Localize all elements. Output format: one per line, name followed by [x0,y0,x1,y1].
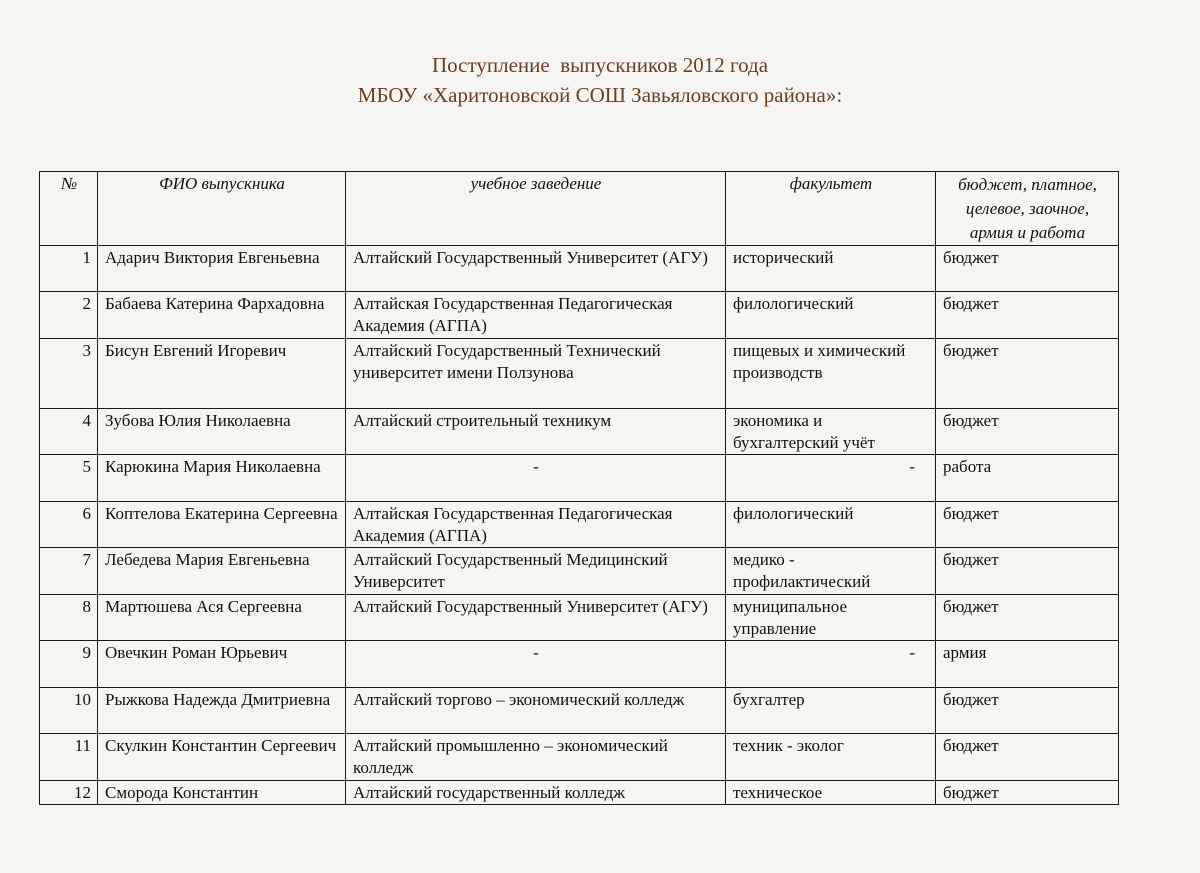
row-num: 2 [40,292,98,339]
row-institution: Алтайская Государственная Педагогическая Академия (АГПА) [346,292,726,339]
row-num: 4 [40,409,98,455]
table-row [40,455,1119,502]
row-institution: - [346,455,726,502]
row-name: Мартюшева Ася Сергеевна [98,595,346,641]
row-faculty: пищевых и химический производств [726,339,936,409]
document-title [0,50,1200,110]
row-num: 11 [40,734,98,781]
row-form: бюджет [936,595,1119,641]
row-num: 5 [40,455,98,502]
row-num: 1 [40,246,98,292]
row-name: Карюкина Мария Николаевна [98,455,346,502]
table-row [40,409,1119,455]
row-name: Бисун Евгений Игоревич [98,339,346,409]
row-name: Сморода Константин [98,781,346,805]
row-institution: Алтайская Государственная Педагогическая Академия (АГПА) [346,502,726,548]
row-faculty: бухгалтер [726,688,936,734]
row-institution: - [346,641,726,688]
row-form: бюджет [936,502,1119,548]
row-faculty: техническое [726,781,936,805]
row-institution: Алтайский Государственный Университет (АГУ) [346,246,726,292]
row-num: 8 [40,595,98,641]
row-faculty: экономика и бухгалтерский учёт [726,409,936,455]
title-line-1: Поступление выпускников 2012 года [431,53,769,77]
row-name: Зубова Юлия Николаевна [98,409,346,455]
header-name: ФИО выпускника [98,172,346,246]
row-name: Рыжкова Надежда Дмитриевна [98,688,346,734]
table-row [40,781,1119,805]
row-name: Адарич Виктория Евгеньевна [98,246,346,292]
row-form: бюджет [936,781,1119,805]
row-faculty: техник - эколог [726,734,936,781]
header-num: № [40,172,98,246]
row-name: Овечкин Роман Юрьевич [98,641,346,688]
row-form: бюджет [936,292,1119,339]
row-num: 9 [40,641,98,688]
row-faculty: филологический [726,502,936,548]
row-form: работа [936,455,1119,502]
header-faculty: факультет [726,172,936,246]
row-name: Лебедева Мария Евгеньевна [98,548,346,595]
row-institution: Алтайский Государственный Университет (АГУ) [346,595,726,641]
table-row [40,246,1119,292]
table-row [40,548,1119,595]
table-row [40,641,1119,688]
row-form: бюджет [936,688,1119,734]
row-faculty: филологический [726,292,936,339]
row-name: Коптелова Екатерина Сергеевна [98,502,346,548]
header-row [40,172,1119,246]
row-form: бюджет [936,339,1119,409]
row-institution: Алтайский торгово – экономический колледж [346,688,726,734]
title-line-2: МБОУ «Харитоновской СОШ Завьяловского района»: [357,83,843,107]
row-form: бюджет [936,734,1119,781]
table-row [40,292,1119,339]
row-institution: Алтайский строительный техникум [346,409,726,455]
row-faculty: - [726,641,936,688]
row-faculty: муниципальное управление [726,595,936,641]
row-form: бюджет [936,246,1119,292]
graduates-table [39,171,1119,805]
row-name: Бабаева Катерина Фархадовна [98,292,346,339]
table-row [40,339,1119,409]
row-name: Скулкин Константин Сергеевич [98,734,346,781]
table-row [40,595,1119,641]
table-row [40,734,1119,781]
row-institution: Алтайский Государственный Технический университет имени Ползунова [346,339,726,409]
row-num: 10 [40,688,98,734]
row-form: бюджет [936,548,1119,595]
row-institution: Алтайский Государственный Медицинский Университет [346,548,726,595]
table-row [40,502,1119,548]
row-num: 3 [40,339,98,409]
row-faculty: медико - профилактический [726,548,936,595]
table-row [40,688,1119,734]
row-faculty: исторический [726,246,936,292]
row-form: армия [936,641,1119,688]
row-institution: Алтайский государственный колледж [346,781,726,805]
row-num: 6 [40,502,98,548]
row-num: 7 [40,548,98,595]
header-institution: учебное заведение [346,172,726,246]
header-form: бюджет, платное, целевое, заочное, армия и работа [936,172,1119,246]
row-institution: Алтайский промышленно – экономический колледж [346,734,726,781]
row-faculty: - [726,455,936,502]
row-form: бюджет [936,409,1119,455]
row-num: 12 [40,781,98,805]
